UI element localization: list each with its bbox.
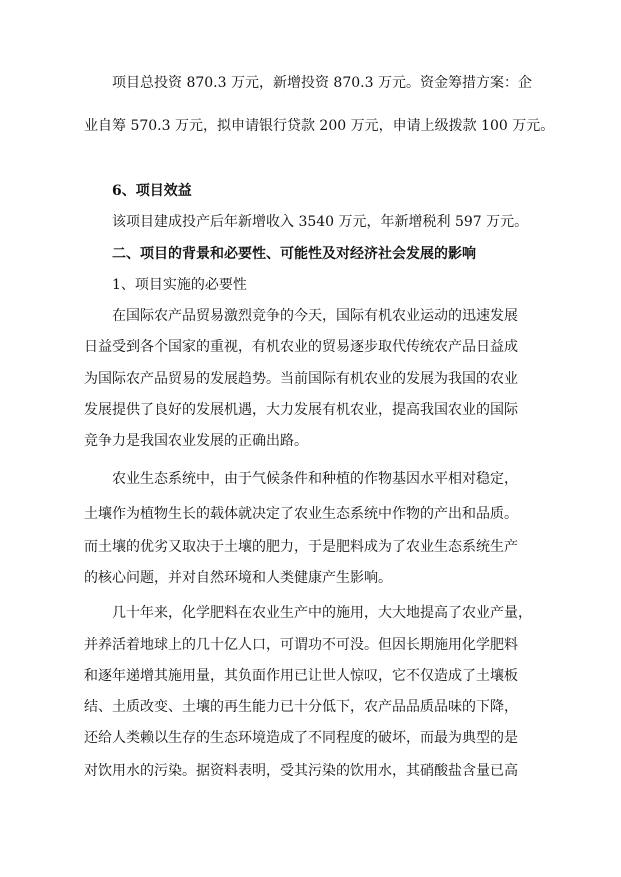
- paragraph3-line-6: 对饮用水的污染。据资料表明，受其污染的饮用水，其硝酸盐含量已高: [84, 763, 518, 779]
- investment-line-1: 项目总投资 870.3 万元，新增投资 870.3 万元。资金筹措方案：企: [112, 75, 532, 91]
- paragraph3-line-4: 结、土质改变、土壤的再生能力已十分低下，农产品品质品味的下降，: [84, 699, 518, 715]
- paragraph3-line-1: 几十年来，化学肥料在农业生产中的施用，大大地提高了农业产量，: [112, 605, 532, 621]
- paragraph1-line-2: 日益受到各个国家的重视，有机农业的贸易逐步取代传统农产品日益成: [84, 339, 518, 355]
- section2-title: 二、项目的背景和必要性、可能性及对经济社会发展的影响: [112, 246, 476, 262]
- paragraph1-line-5: 竞争力是我国农业发展的正确出路。: [84, 433, 308, 449]
- section6-text: 该项目建成投产后年新增收入 3540 万元，年新增税利 597 万元。: [112, 214, 529, 230]
- paragraph3-line-3: 和逐年递增其施用量，其负面作用已让世人惊叹，它不仅造成了土壤板: [84, 668, 518, 684]
- paragraph2-line-4: 的核心问题，并对自然环境和人类健康产生影响。: [84, 570, 392, 586]
- investment-line-2: 业自筹 570.3 万元，拟申请银行贷款 200 万元，申请上级拨款 100 万元。: [84, 118, 555, 134]
- paragraph2-line-1: 农业生态系统中，由于气候条件和种植的作物基因水平相对稳定，: [112, 471, 518, 487]
- paragraph2-line-2: 土壤作为植物生长的载体就决定了农业生态系统中作物的产出和品质。: [84, 506, 518, 522]
- section6-title: 6、项目效益: [112, 183, 192, 199]
- paragraph3-line-2: 并养活着地球上的几十亿人口，可谓功不可没。但因长期施用化学肥料: [84, 637, 518, 653]
- paragraph1-line-3: 为国际农产品贸易的发展趋势。当前国际有机农业的发展为我国的农业: [84, 371, 518, 387]
- paragraph1-line-4: 发展提供了良好的发展机遇，大力发展有机农业，提高我国农业的国际: [84, 402, 518, 418]
- paragraph2-line-3: 而土壤的优劣又取决于土壤的肥力，于是肥料成为了农业生态系统生产: [84, 539, 518, 555]
- paragraph1-line-1: 在国际农产品贸易激烈竞争的今天，国际有机农业运动的迅速发展: [112, 308, 518, 324]
- subsection1-title: 1、项目实施的必要性: [112, 277, 247, 293]
- paragraph3-line-5: 还给人类赖以生存的生态环境造成了不同程度的破坏，而最为典型的是: [84, 730, 518, 746]
